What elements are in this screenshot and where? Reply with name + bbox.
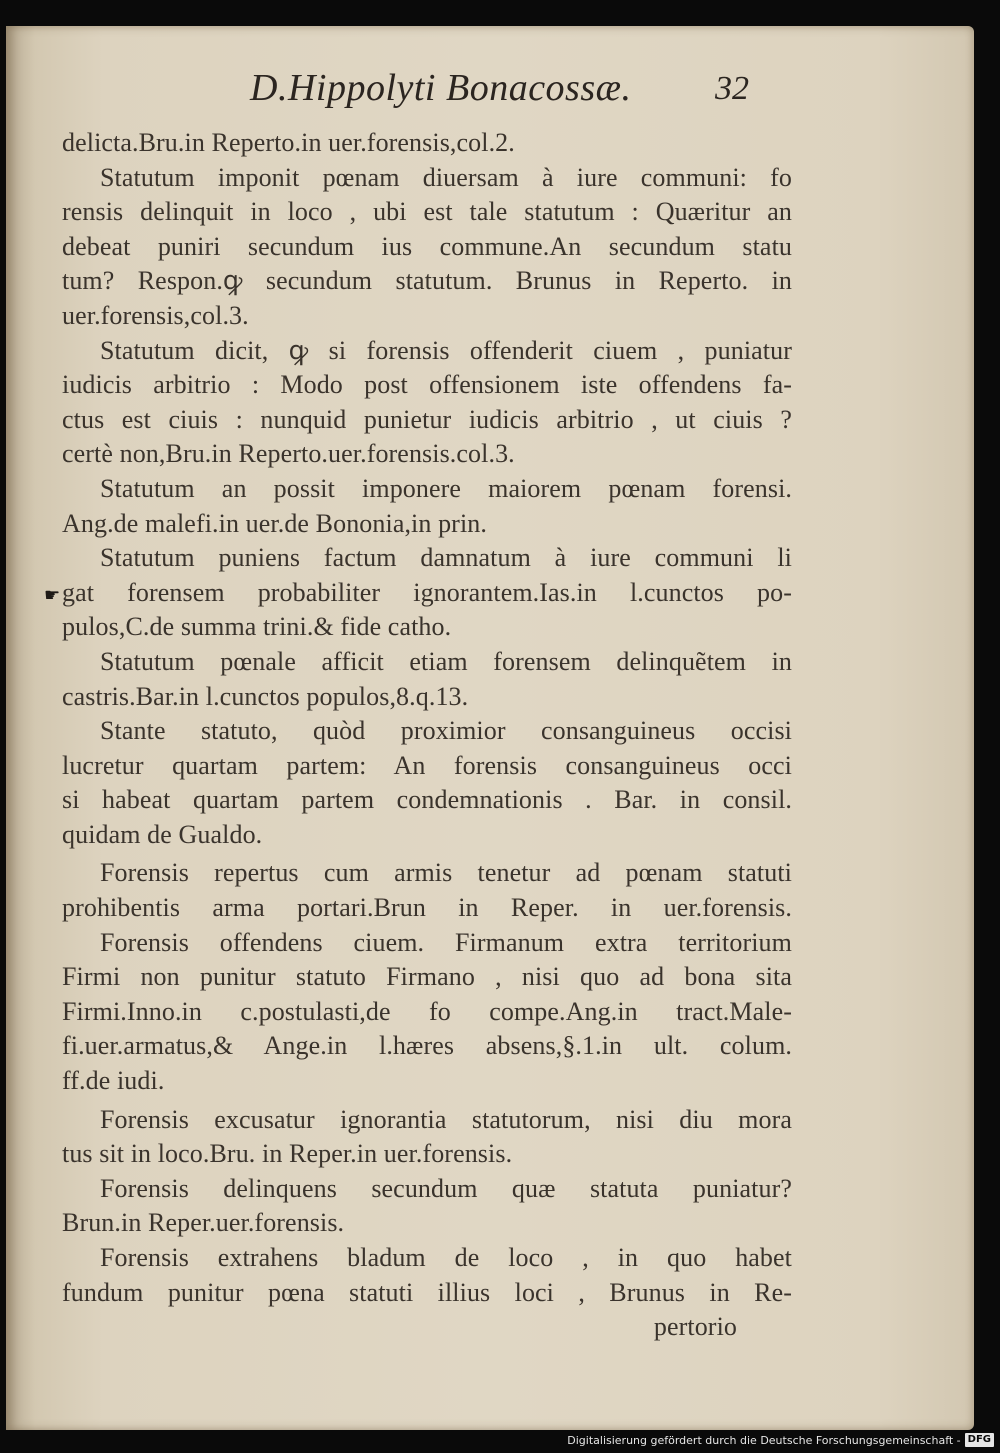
text-line: si habeat quartam partem condemnationis . Bar. in consil. [62,785,792,815]
footer-text: Digitalisierung gefördert durch die Deutsche Forschungsgemeinschaft - [567,1433,961,1447]
text-line: Statutum dicit, ꝙ si forensis offenderit ciuem , puniatur [100,335,792,365]
text-line: Forensis repertus cum armis tenetur ad pœnam statuti [100,858,792,888]
text-line: Forensis excusatur ignorantia statutorum, nisi diu mora [100,1104,792,1134]
page-number: 32 [715,70,749,107]
text-line: Firmi non punitur statuto Firmano , nisi quo ad bona sita [62,962,792,992]
text-line: lucretur quartam partem: An forensis consanguineus occi [62,750,792,780]
text-line: fi.uer.armatus,& Ange.in l.hæres absens,§.1.in ult. colum. [62,1031,792,1061]
text-line: quidam de Gualdo. [62,819,263,849]
dfg-logo: DFG [965,1433,994,1447]
text-line: pulos,C.de summa trini.& fide catho. [62,612,452,642]
text-line: fundum punitur pœna statuti illius loci , Brunus in Re- [62,1277,792,1307]
margin-hand-mark: ☛ [44,585,61,605]
text-line: Statutum imponit pœnam diuersam à iure communi: fo [100,162,792,192]
text-line: Forensis delinquens secundum quæ statuta puniatur? [100,1173,792,1203]
text-line: tum? Respon.ꝙ secundum statutum. Brunus in Reperto. in [62,266,792,296]
text-line: castris.Bar.in l.cunctos populos,8.q.13. [62,681,469,711]
text-line: Forensis offendens ciuem. Firmanum extra territorium [100,927,792,957]
text-line: Statutum puniens factum damnatum à iure communi li [100,543,792,573]
text-line: ff.de iudi. [62,1066,165,1096]
text-line: Forensis extrahens bladum de loco , in quo habet [100,1243,792,1272]
text-line: delicta.Bru.in Reperto.in uer.forensis,col.2. [62,128,515,157]
running-title: D.Hippolyti Bonacossæ. [250,67,632,109]
text-line: debeat puniri secundum ius commune.An secundum statu [62,231,792,261]
text-line: Firmi.Inno.in c.postulasti,de fo compe.Ang.in tract.Male- [62,996,792,1026]
text-line: prohibentis arma portari.Brun in Reper. in uer.forensis. [62,893,792,923]
running-head [250,66,770,122]
catchword: pertorio [653,1312,737,1342]
text-line: uer.forensis,col.3. [62,300,249,330]
text-line: iudicis arbitrio : Modo post offensionem iste offendens fa- [62,370,792,400]
text-line: Stante statuto, quòd proximior consanguineus occisi [100,716,792,746]
text-line: Ang.de malefi.in uer.de Bononia,in prin. [62,508,487,538]
text-line: Statutum pœnale afficit etiam forensem delinquẽtem in [100,646,792,676]
text-line: gat forensem probabiliter ignorantem.Ias.in l.cunctos po- [62,577,792,607]
footer-credit [567,1431,994,1449]
text-line: certè non,Bru.in Reperto.uer.forensis.col.3. [62,439,515,469]
text-line: rensis delinquit in loco , ubi est tale statutum : Quæritur an [62,197,792,227]
text-line: ctus est ciuis : nunquid punietur iudicis arbitrio , ut ciuis ? [62,404,792,434]
text-line: tus sit in loco.Bru. in Reper.in uer.forensis. [62,1139,513,1169]
body-text [62,126,792,1345]
text-line: Statutum an possit imponere maiorem pœnam forensi. [100,473,792,503]
text-line: Brun.in Reper.uer.forensis. [62,1208,345,1238]
